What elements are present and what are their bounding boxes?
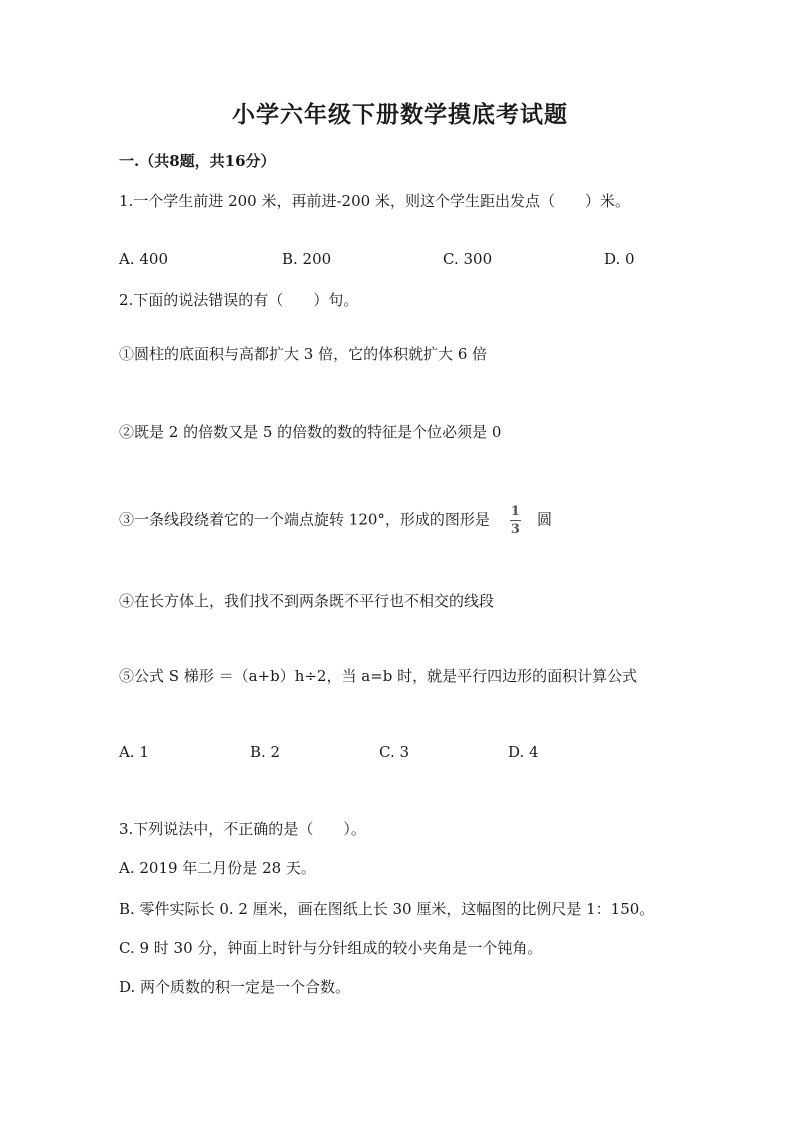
question-3-option-a: A. 2019 年二月份是 28 天。 bbox=[119, 859, 316, 877]
question-1-option-d: D. 0 bbox=[604, 250, 635, 268]
question-3-option-c: C. 9 时 30 分，钟面上时针与分针组成的较小夹角是一个钝角。 bbox=[119, 939, 543, 957]
statement-1: ①圆柱的底面积与高都扩大 3 倍，它的体积就扩大 6 倍 bbox=[119, 345, 488, 363]
question-3-option-b: B. 零件实际长 0. 2 厘米，画在图纸上长 30 厘米，这幅图的比例尺是 1：150。 bbox=[119, 900, 655, 918]
question-2-option-a: A. 1 bbox=[119, 743, 149, 761]
question-2-option-d: D. 4 bbox=[508, 743, 539, 761]
question-3-stem: 3.下列说法中，不正确的是（ ）。 bbox=[119, 820, 366, 838]
statement-3 bbox=[119, 505, 552, 536]
statement-5: ⑤公式 S 梯形 ＝（a+b）h÷2，当 a=b 时，就是平行四边形的面积计算公式 bbox=[119, 667, 638, 685]
question-2-option-b: B. 2 bbox=[250, 743, 281, 761]
question-1-stem: 1.一个学生前进 200 米，再前进-200 米，则这个学生距出发点（ ）米。 bbox=[119, 192, 630, 210]
question-1-option-a: A. 400 bbox=[119, 250, 168, 268]
page-title: 小学六年级下册数学摸底考试题 bbox=[232, 101, 568, 128]
statement-4: ④在长方体上，我们找不到两条既不平行也不相交的线段 bbox=[119, 592, 495, 610]
statement-2: ②既是 2 的倍数又是 5 的倍数的数的特征是个位必须是 0 bbox=[119, 423, 502, 441]
question-3-option-d: D. 两个质数的积一定是一个合数。 bbox=[119, 978, 351, 996]
statement-3-suffix: 圆 bbox=[536, 510, 552, 529]
fraction-one-third bbox=[510, 505, 521, 536]
question-1-option-c: C. 300 bbox=[443, 250, 493, 268]
question-2-option-c: C. 3 bbox=[379, 743, 410, 761]
question-1-option-b: B. 200 bbox=[282, 250, 332, 268]
fraction-denominator: 3 bbox=[510, 522, 520, 537]
fraction-numerator: 1 bbox=[510, 504, 520, 519]
statement-3-text: ③一条线段绕着它的一个端点旋转 120°，形成的图形是 bbox=[119, 510, 490, 529]
section-heading: 一.（共8题，共16分） bbox=[119, 152, 276, 170]
question-2-stem: 2.下面的说法错误的有（ ）句。 bbox=[119, 291, 359, 309]
